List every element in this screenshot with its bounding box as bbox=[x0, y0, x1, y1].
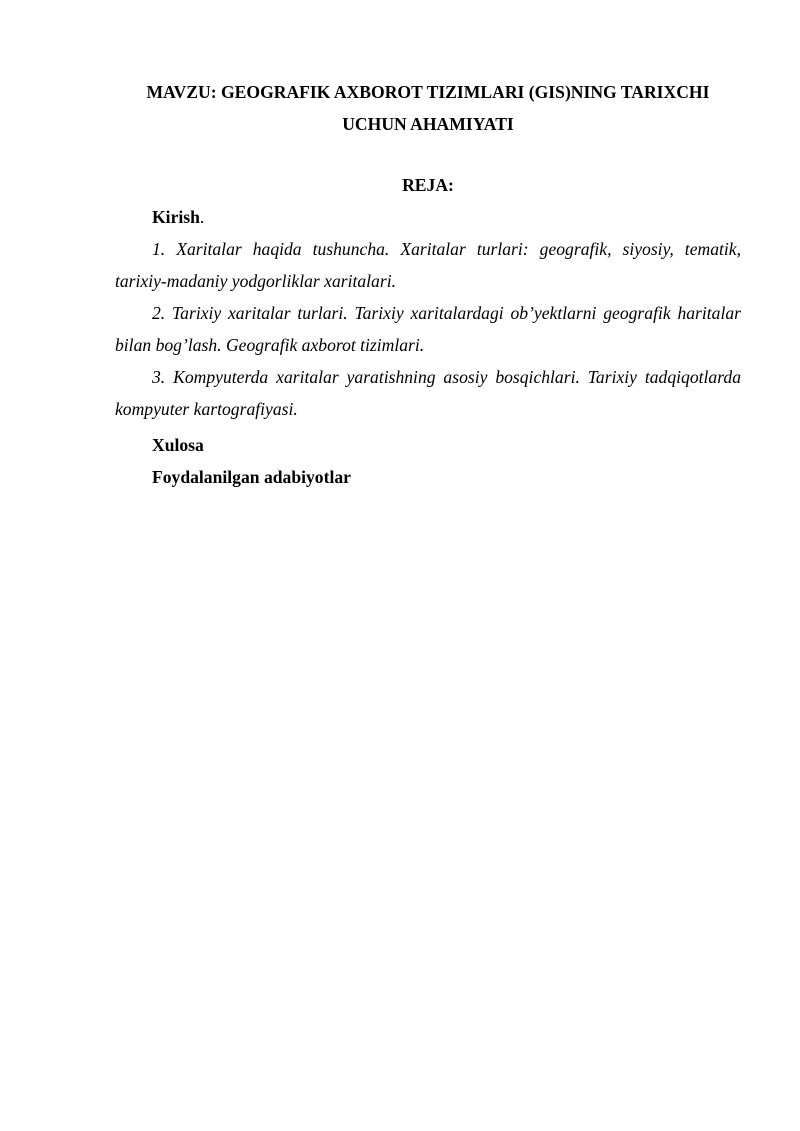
plan-item-text: Xaritalar haqida tushuncha. Xaritalar turlari: geografik, siyosiy, tematik, tarixiy-madaniy yodgorliklar xaritalari. bbox=[115, 239, 741, 291]
intro-line bbox=[115, 201, 778, 233]
plan-heading: REJA: bbox=[402, 175, 454, 195]
plan-item-number: 1. bbox=[152, 239, 166, 259]
intro-label: Kirish bbox=[152, 207, 200, 227]
plan-item-number: 2. bbox=[152, 303, 166, 323]
intro-punct: . bbox=[199, 207, 205, 227]
plan-item-text: Kompyuterda xaritalar yaratishning asosiy bosqichlari. Tarixiy tadqiqotlarda kompyuter kartografiyasi. bbox=[115, 367, 741, 419]
references-line: Foydalanilgan adabiyotlar bbox=[152, 467, 351, 487]
plan-item-3 bbox=[115, 361, 741, 425]
plan-item-2 bbox=[115, 297, 741, 361]
plan-item-text: Tarixiy xaritalar turlari. Tarixiy xaritalardagi ob’yektlarni geografik haritalar bilan bog’lash. Geografik axborot tizimlari. bbox=[115, 303, 741, 355]
conclusion-line: Xulosa bbox=[152, 435, 204, 455]
plan-item-1 bbox=[115, 233, 741, 297]
document-title: MAVZU: GEOGRAFIK AXBOROT TIZIMLARI (GIS)NING TARIXCHI UCHUN AHAMIYATI bbox=[146, 82, 710, 134]
plan-item-number: 3. bbox=[152, 367, 166, 387]
